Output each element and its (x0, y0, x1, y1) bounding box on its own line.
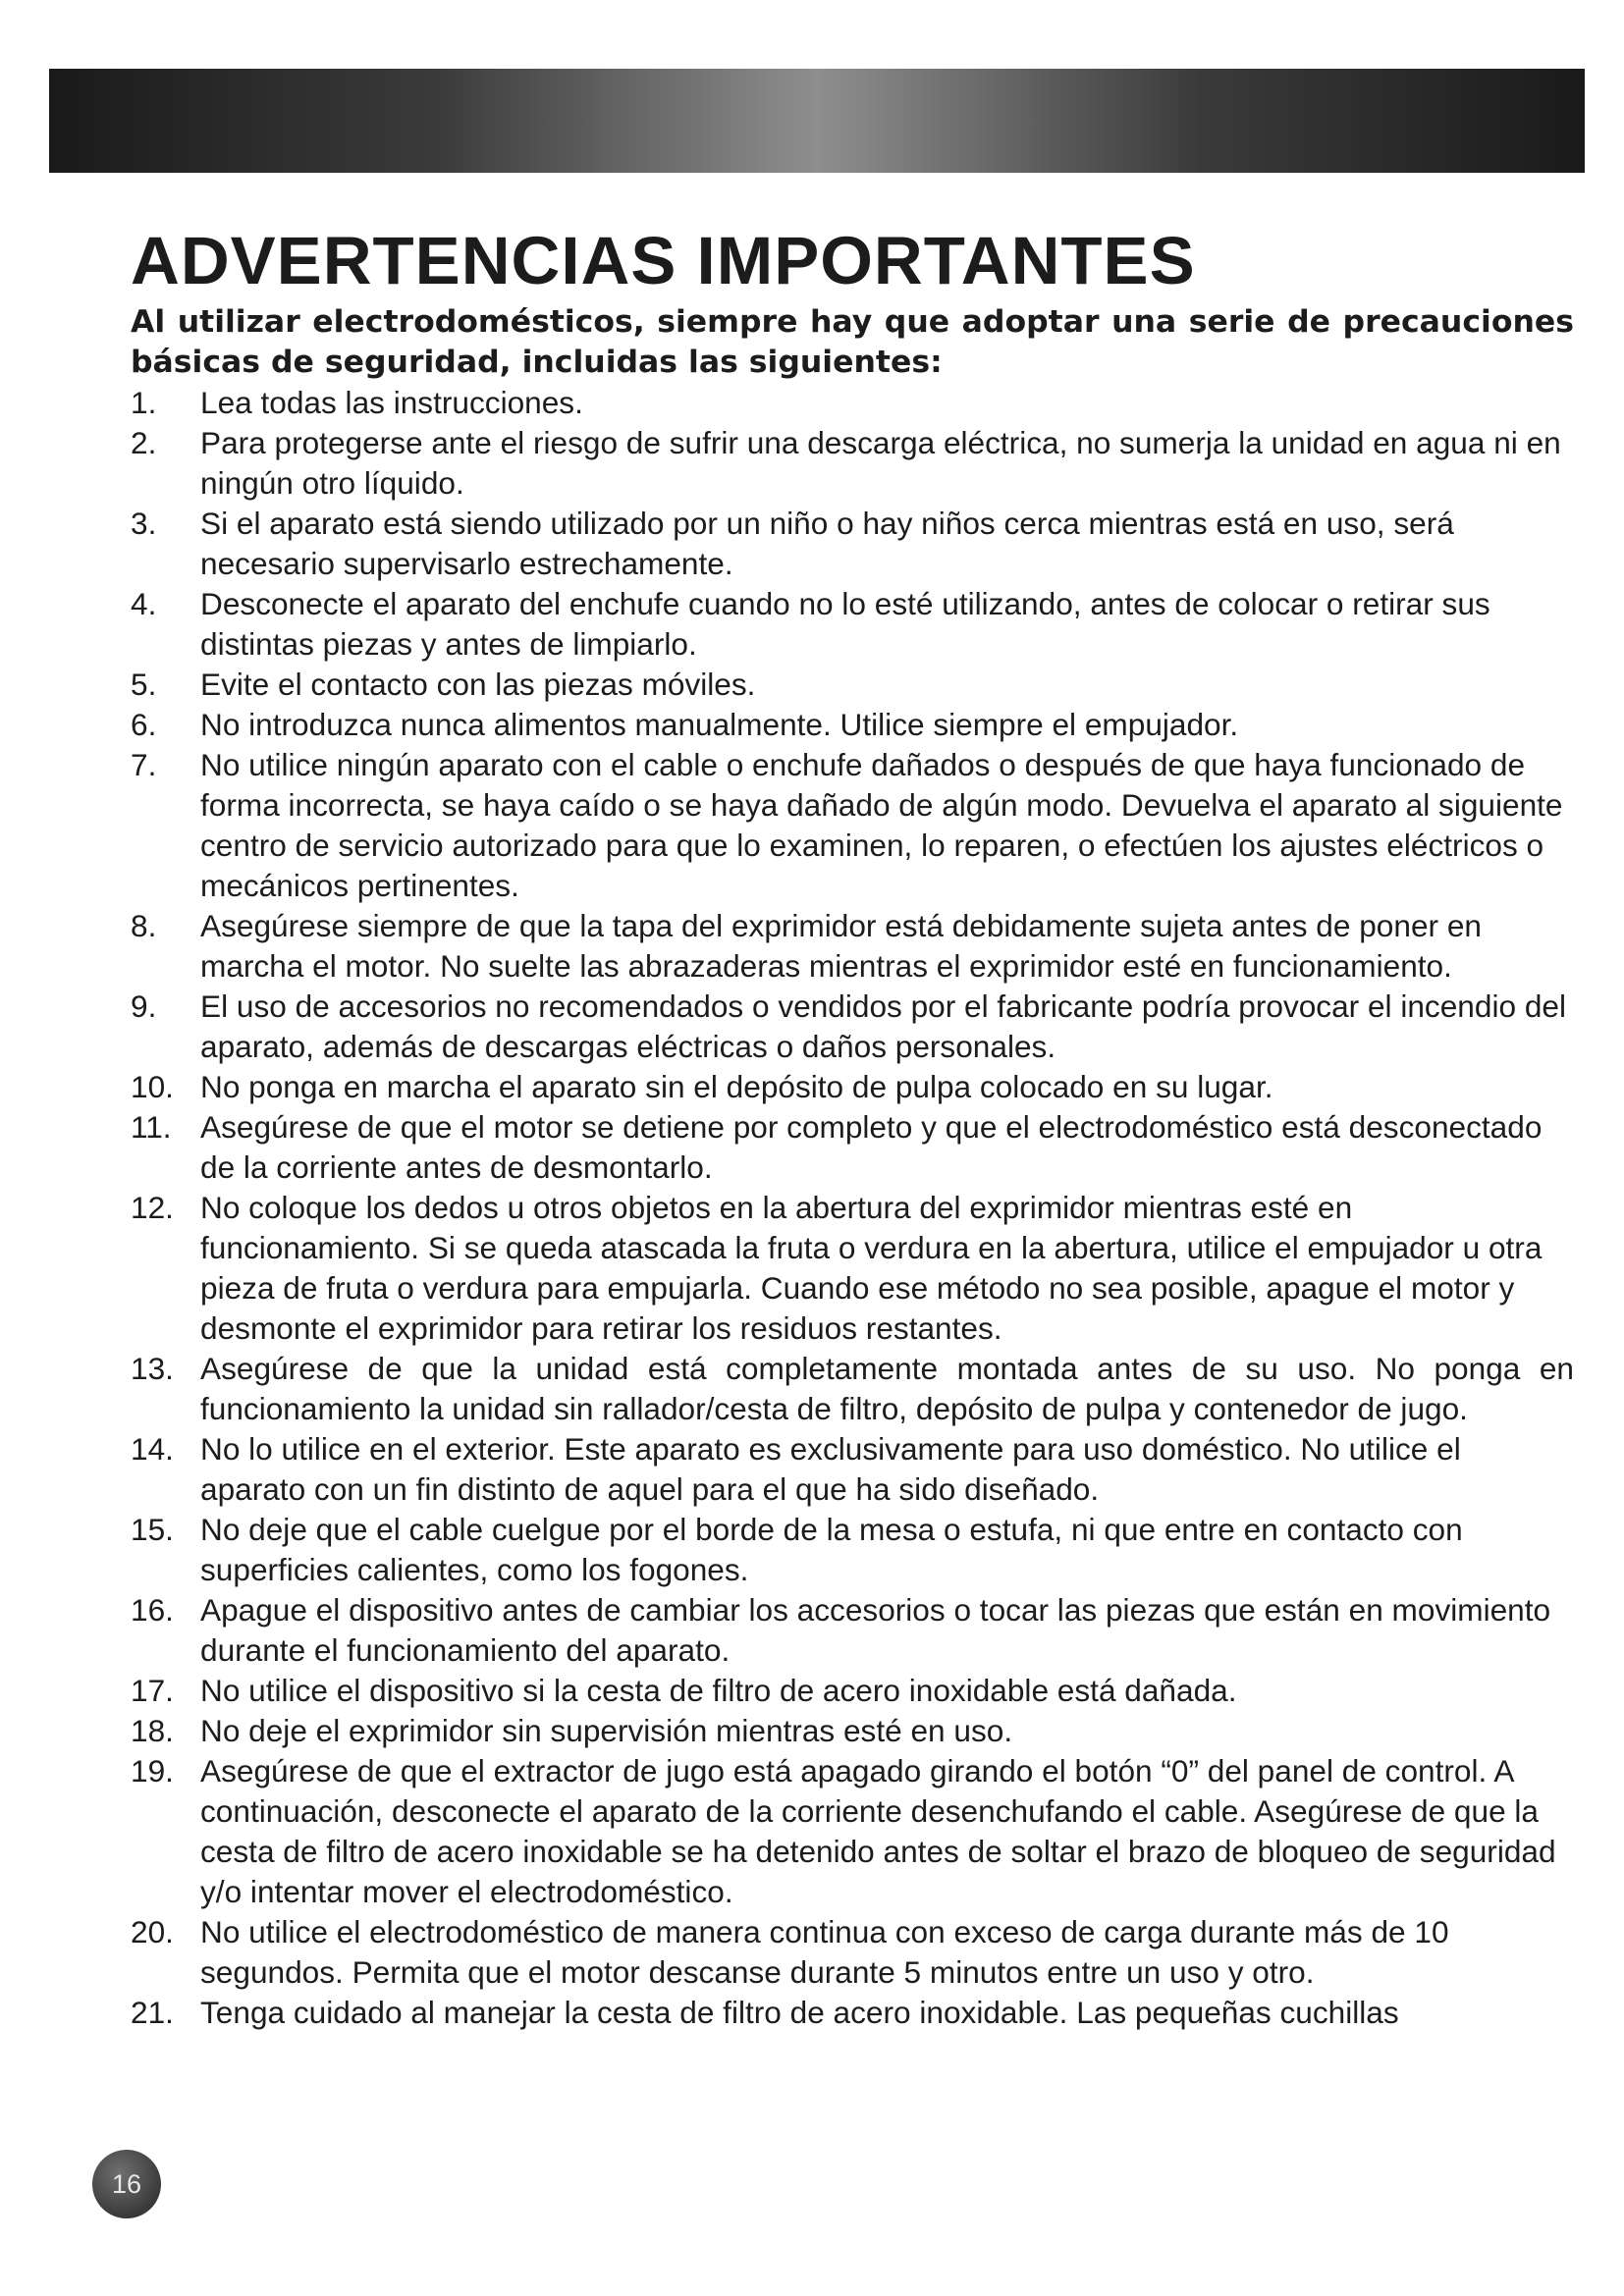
item-number: 17. (131, 1673, 174, 1708)
list-item (131, 1510, 1574, 1590)
item-number: 21. (131, 1995, 174, 2030)
warnings-list (131, 383, 1574, 2033)
item-number: 10. (131, 1069, 174, 1104)
list-item (131, 1188, 1574, 1349)
item-number: 8. (131, 908, 157, 943)
item-text: No utilice el electrodoméstico de manera continua con exceso de carga durante más de 10 segundos. Permita que el motor descanse durante 5 minutos entre un uso y otro. (200, 1914, 1449, 1990)
page-title: ADVERTENCIAS IMPORTANTES (131, 223, 1196, 298)
list-item (131, 745, 1574, 906)
list-item (131, 1993, 1574, 2033)
item-text: No ponga en marcha el aparato sin el depósito de pulpa colocado en su lugar. (200, 1069, 1273, 1104)
item-text: Asegúrese siempre de que la tapa del exprimidor está debidamente sujeta antes de poner en marcha el motor. No suelte las abrazaderas mientras el exprimidor esté en funcionamiento. (200, 908, 1482, 984)
item-number: 12. (131, 1190, 174, 1225)
item-number: 4. (131, 586, 157, 621)
item-text: Lea todas las instrucciones. (200, 385, 583, 420)
item-text: Tenga cuidado al manejar la cesta de filtro de acero inoxidable. Las pequeñas cuchillas (200, 1995, 1399, 2030)
item-number: 19. (131, 1753, 174, 1789)
item-text: El uso de accesorios no recomendados o vendidos por el fabricante podría provocar el incendio del aparato, además de descargas eléctricas o daños personales. (200, 988, 1566, 1064)
list-item (131, 906, 1574, 987)
item-number: 13. (131, 1351, 174, 1386)
list-item (131, 1429, 1574, 1510)
header-banner (49, 69, 1585, 173)
item-text: Si el aparato está siendo utilizado por un niño o hay niños cerca mientras está en uso, será necesario supervisarlo estrechamente. (200, 506, 1454, 581)
intro-text: Al utilizar electrodomésticos, siempre hay que adoptar una serie de precauciones básicas de seguridad, incluidas las siguientes: (131, 304, 1574, 380)
list-item (131, 987, 1574, 1067)
item-number: 18. (131, 1713, 174, 1748)
item-text: Desconecte el aparato del enchufe cuando no lo esté utilizando, antes de colocar o retirar sus distintas piezas y antes de limpiarlo. (200, 586, 1490, 662)
list-item (131, 1912, 1574, 1993)
list-item (131, 1711, 1574, 1751)
list-item (131, 1349, 1574, 1429)
item-number: 9. (131, 988, 157, 1024)
item-text: Asegúrese de que el motor se detiene por completo y que el electrodoméstico está desconectado de la corriente antes de desmontarlo. (200, 1109, 1543, 1185)
content (131, 222, 1574, 2033)
item-text: Evite el contacto con las piezas móviles. (200, 667, 756, 702)
list-item (131, 705, 1574, 745)
item-number: 14. (131, 1431, 174, 1467)
item-text: Para protegerse ante el riesgo de sufrir una descarga eléctrica, no sumerja la unidad en agua ni en ningún otro líquido. (200, 425, 1561, 501)
item-number: 5. (131, 667, 157, 702)
item-number: 2. (131, 425, 157, 460)
list-item (131, 1107, 1574, 1188)
item-number: 6. (131, 707, 157, 742)
list-item (131, 504, 1574, 584)
list-item (131, 665, 1574, 705)
item-text: No utilice el dispositivo si la cesta de filtro de acero inoxidable está dañada. (200, 1673, 1237, 1708)
item-number: 3. (131, 506, 157, 541)
item-text: No deje que el cable cuelgue por el borde de la mesa o estufa, ni que entre en contacto con superficies calientes, como los fogones. (200, 1512, 1463, 1587)
item-number: 11. (131, 1109, 172, 1145)
list-item (131, 423, 1574, 504)
list-item (131, 1590, 1574, 1671)
item-text: Asegúrese de que la unidad está completamente montada antes de su uso. No ponga en funcionamiento la unidad sin rallador/cesta de filtro, depósito de pulpa y contenedor de jugo. (200, 1351, 1574, 1426)
item-text: No introduzca nunca alimentos manualmente. Utilice siempre el empujador. (200, 707, 1239, 742)
list-item (131, 1067, 1574, 1107)
item-number: 20. (131, 1914, 174, 1949)
item-text: Apague el dispositivo antes de cambiar los accesorios o tocar las piezas que están en movimiento durante el funcionamiento del aparato. (200, 1592, 1551, 1668)
item-number: 7. (131, 747, 157, 782)
item-text: Asegúrese de que el extractor de jugo está apagado girando el botón “0” del panel de control. A continuación, desconecte el aparato de la corriente desenchufando el cable. Asegúrese de que la cesta de filtro de acero inoxidable se ha detenido antes de soltar el brazo de bloqueo de seguridad y/o intentar mover el electrodoméstico. (200, 1753, 1556, 1909)
item-text: No coloque los dedos u otros objetos en la abertura del exprimidor mientras esté en funcionamiento. Si se queda atascada la fruta o verdura en la abertura, utilice el empujador u otra pieza de fruta o verdura para empujarla. Cuando ese método no sea posible, apague el motor y desmonte el exprimidor para retirar los residuos restantes. (200, 1190, 1543, 1346)
item-number: 15. (131, 1512, 174, 1547)
item-text: No lo utilice en el exterior. Este aparato es exclusivamente para uso doméstico. No utilice el aparato con un fin distinto de aquel para el que ha sido diseñado. (200, 1431, 1461, 1507)
item-number: 16. (131, 1592, 174, 1628)
item-number: 1. (131, 385, 157, 420)
item-text: No utilice ningún aparato con el cable o enchufe dañados o después de que haya funcionado de forma incorrecta, se haya caído o se haya dañado de algún modo. Devuelva el aparato al siguiente centro de servicio autorizado para que lo examinen, lo reparen, o efectúen los ajustes eléctricos o mecánicos pertinentes. (200, 747, 1563, 903)
list-item (131, 1751, 1574, 1912)
item-text: No deje el exprimidor sin supervisión mientras esté en uso. (200, 1713, 1013, 1748)
page-number-badge: 16 (92, 2150, 161, 2218)
list-item (131, 383, 1574, 423)
list-item (131, 584, 1574, 665)
list-item (131, 1671, 1574, 1711)
